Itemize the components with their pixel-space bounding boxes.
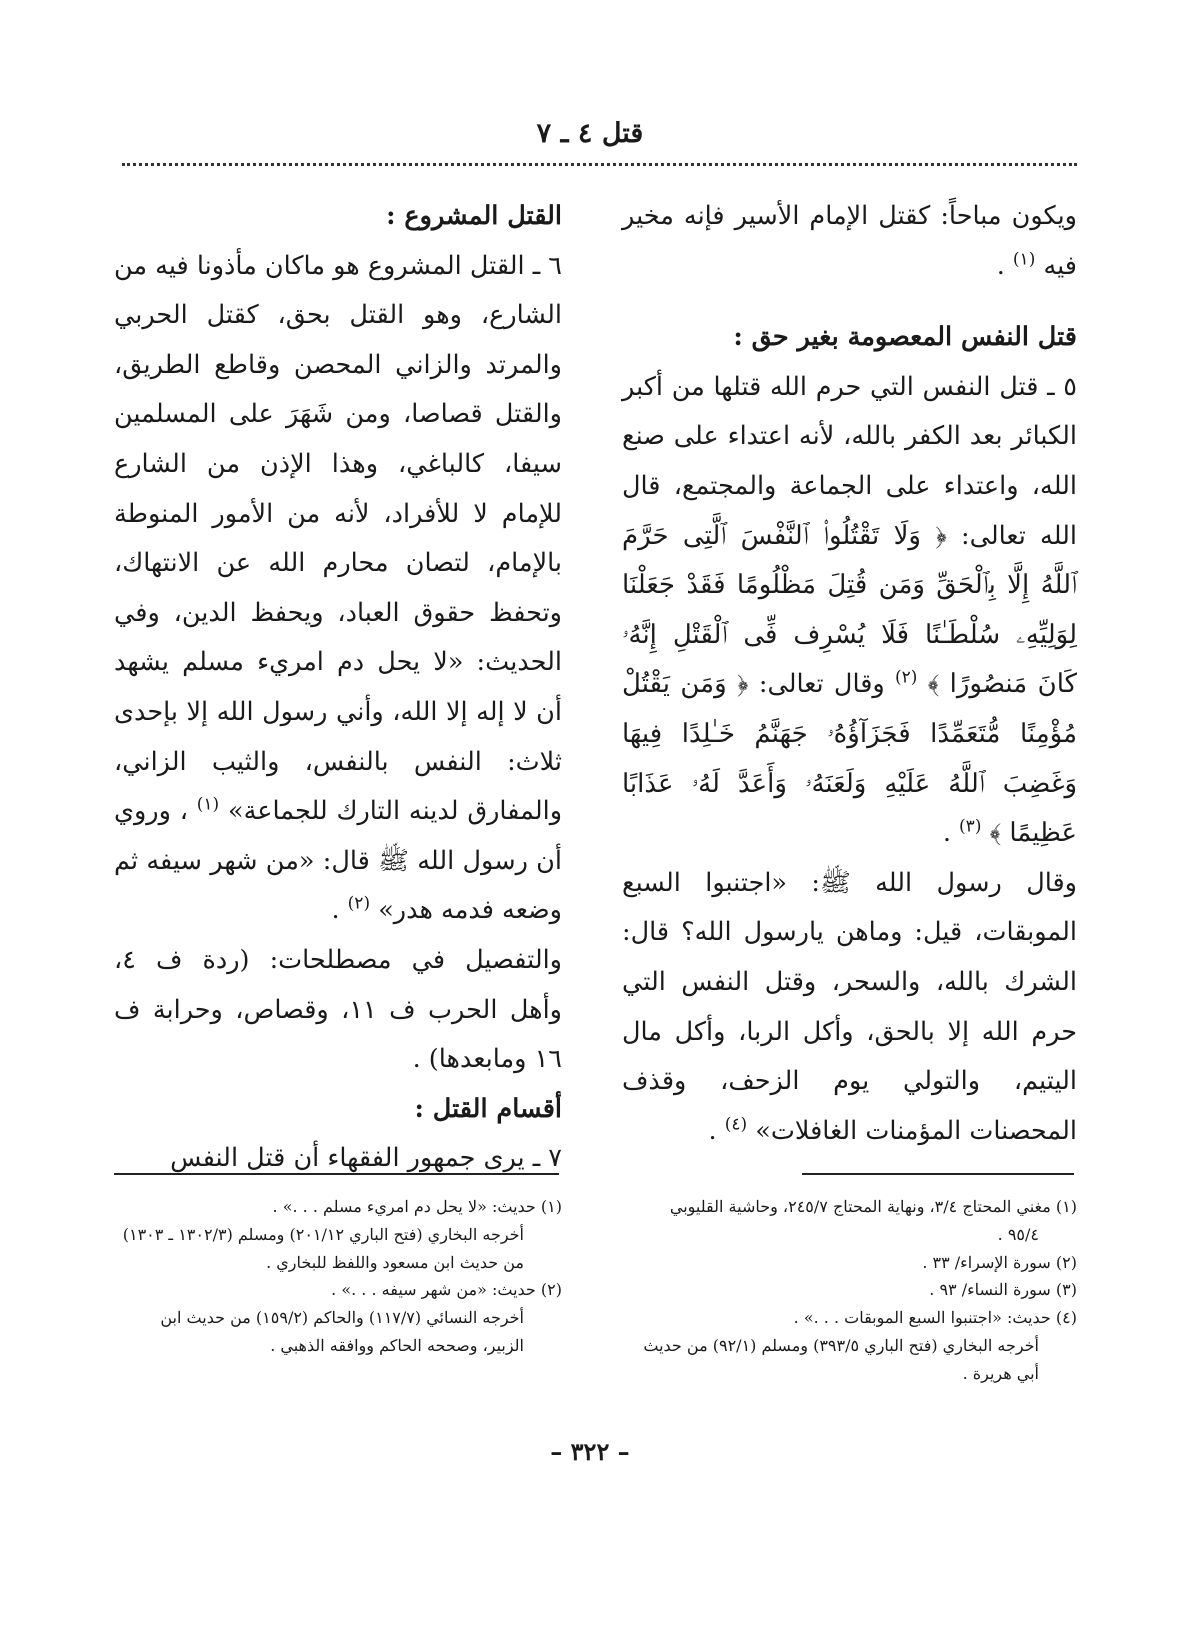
- footnotes-right: [622, 1193, 1077, 1388]
- footnote-continuation: أخرجه البخاري (فتح الباري ٣٩٣/٥) ومسلم (٩٢/١) من حديث أبي هريرة .: [643, 1335, 1039, 1383]
- quran2-end: .: [942, 818, 951, 849]
- footnote-number: (٢): [1055, 1252, 1077, 1272]
- left-column: [114, 192, 562, 1184]
- footnotes-left: [114, 1193, 562, 1360]
- footnote-number: (٣): [1055, 1280, 1077, 1300]
- footnote-number: (٤): [1055, 1308, 1077, 1328]
- footnote-item: [622, 1249, 1077, 1277]
- details-paragraph: والتفصيل في مصطلحات: (ردة ف ٤، وأهل الحرب ف ١١، وقصاص، وحرابة ف ١٦ ومابعدها) .: [114, 944, 562, 1075]
- footnote-number: (١): [540, 1197, 562, 1216]
- quran2-intro: وقال تعالى:: [758, 669, 885, 700]
- footnote-ref[interactable]: (١): [1012, 249, 1036, 270]
- quran-verse-nisa: ﴿ وَمَن يَقْتُلْ مُؤْمِنًا مُّتَعَمِّدًا فَجَزَآؤُهُۥ جَهَنَّمُ خَـٰلِدًا فِيهَا وَغَضِبَ ٱللَّهُ عَلَيْهِ وَلَعَنَهُۥ وَأَعَدَّ لَهُۥ عَذَابًا عَظِيمًا ﴾: [622, 669, 1077, 849]
- footnote-item: [622, 1276, 1077, 1304]
- right-column: [622, 192, 1077, 1156]
- quran-verse-isra: ﴿ وَلَا تَقْتُلُوا۟ ٱلنَّفْسَ ٱلَّتِى حَرَّمَ ٱللَّهُ إِلَّا بِٱلْحَقِّ وَمَن قُتِلَ مَظْلُومًا فَقَدْ جَعَلْنَا لِوَلِيِّهِۦ سُلْطَـٰنًا فَلَا يُسْرِف فِّى ٱلْقَتْلِ إِنَّهُۥ كَانَ مَنصُورًا ﴾: [622, 520, 1078, 700]
- page-number: – ٣٢٢ –: [550, 1437, 630, 1466]
- paragraph-6-end: .: [331, 895, 340, 926]
- footnote-ref[interactable]: (٢): [347, 893, 371, 914]
- footnote-text: حديث: «اجتنبوا السبع الموبقات . . .» .: [793, 1308, 1051, 1328]
- section-heading-types-of-killing: أقسام القتل :: [414, 1093, 562, 1124]
- hadith-text: وقال رسول الله ﷺ: «اجتنبوا السبع الموبقات، قيل: وماهن يارسول الله؟ قال: الشرك بالله، والسحر، وقتل النفس التي حرم الله إلا بالحق، وأكل الربا، وأكل مال اليتيم، والتولي يوم الزحف، وقذف المحصنات المؤمنات الغافلات»: [622, 867, 1077, 1146]
- footnote-item: [114, 1276, 562, 1304]
- section-heading-lawful-killing: القتل المشروع :: [386, 201, 562, 231]
- footnote-continuation: أخرجه البخاري (فتح الباري ٢٠١/١٢) ومسلم (١٣٠٢/٣ ـ ١٣٠٣) من حديث ابن مسعود واللفظ للبخاري .: [122, 1224, 524, 1272]
- footnote-text: مغني المحتاج ٣/٤، ونهاية المحتاج ٢٤٥/٧، وحاشية القليوبي: [669, 1197, 1051, 1216]
- footnote-text: سورة النساء/ ٩٣ .: [929, 1280, 1051, 1300]
- footnote-text: حديث: «لا يحل دم امريء مسلم . . .» .: [272, 1197, 536, 1216]
- footnote-continuation: أخرجه النسائي (١١٧/٧) والحاكم (١٥٩/٢) من حديث ابن الزبير، وصححه الحاكم ووافقه الذهبي .: [160, 1308, 524, 1355]
- intro-end: .: [996, 250, 1005, 281]
- footnote-ref[interactable]: (١): [196, 794, 220, 815]
- footnote-item: [622, 1193, 1077, 1221]
- header-divider: [122, 163, 1077, 166]
- running-title: قتل ٤ ـ ٧: [536, 118, 644, 149]
- footnote-ref[interactable]: (٤): [724, 1114, 748, 1135]
- paragraph-6: [114, 242, 562, 936]
- footnote-item: [622, 1304, 1077, 1332]
- footnote-text: حديث: «من شهر سيفه . . .» .: [331, 1280, 536, 1300]
- paragraph-5-text: ٥ ـ قتل النفس التي حرم الله قتلها من أكبر الكبائر بعد الكفر بالله، لأنه اعتداء على صنع الله، واعتداء على الجماعة والمجتمع، قال الله تعالى:: [622, 371, 1077, 551]
- footnote-item: [114, 1193, 562, 1221]
- footnote-number: (٢): [540, 1280, 562, 1300]
- footnote-number: (١): [1055, 1197, 1077, 1216]
- footnote-divider-left: [114, 1173, 559, 1175]
- section-heading-unlawful-killing: قتل النفس المعصومة بغير حق :: [733, 322, 1077, 353]
- footnote-ref[interactable]: (٣): [959, 816, 982, 837]
- hadith-paragraph: [622, 859, 1077, 1157]
- footnote-continuation: ٩٥/٤ .: [997, 1224, 1039, 1244]
- paragraph-7: ٧ ـ يرى جمهور الفقهاء أن قتل النفس: [170, 1143, 562, 1174]
- paragraph-6-continued: ، وروي أن رسول الله ﷺ قال: «من شهر سيفه ثم وضعه فدمه هدر»: [114, 796, 562, 926]
- hadith-end: .: [708, 1115, 717, 1146]
- footnote-ref[interactable]: (٢): [895, 667, 918, 688]
- footnote-divider-right: [802, 1173, 1074, 1175]
- footnote-text: سورة الإسراء/ ٣٣ .: [922, 1252, 1051, 1272]
- intro-text: ويكون مباحاً: كقتل الإمام الأسير فإنه مخير فيه: [622, 201, 1077, 281]
- intro-paragraph: [622, 192, 1077, 291]
- paragraph-6-text: ٦ ـ القتل المشروع هو ماكان مأذونا فيه من الشارع، وهو القتل بحق، كقتل الحربي والمرتد والزاني المحصن وقاطع الطريق، والقتل قصاصا، ومن شَهَرَ على المسلمين سيفا، كالباغي، وهذا الإذن من الشارع للإمام لا للأفراد، لأنه من الأمور المنوطة بالإمام، لتصان محارم الله عن الانتهاك، وتحفظ حقوق العباد، ويحفظ الدين، وفي الحديث: «لا يحل دم امريء مسلم يشهد أن لا إله إلا الله، وأني رسول الله إلا بإحدى ثلاث: النفس بالنفس، والثيب الزاني، والمفارق لدينه التارك للجماعة»: [114, 250, 563, 827]
- paragraph-5: [622, 363, 1077, 859]
